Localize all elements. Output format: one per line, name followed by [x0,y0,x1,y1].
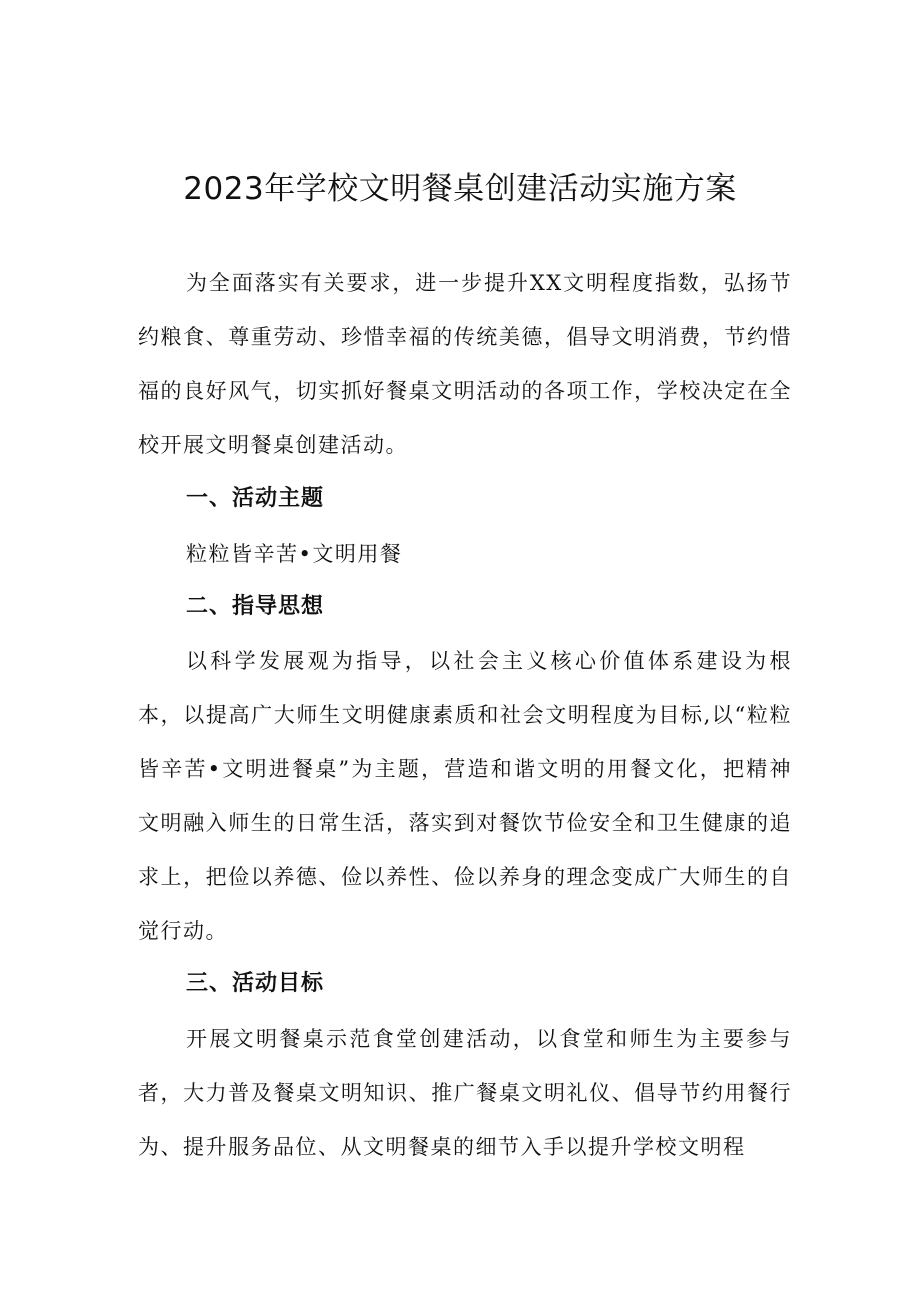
goals-paragraph: 开展文明餐桌示范食堂创建活动，以食堂和师生为主要参与者，大力普及餐桌文明知识、推广餐桌文明礼仪、倡导节约用餐行为、提升服务品位、从文明餐桌的细节入手以提升学校文明程 [138,1027,792,1159]
intro-paragraph: 为全面落实有关要求，进一步提升XX文明程度指数，弘扬节约粮食、尊重劳动、珍惜幸福的传统美德，倡导文明消费，节约惜福的良好风气，切实抓好餐桌文明活动的各项工作，学校决定在全校开展文明餐桌创建活动。 [138,271,792,457]
document-title: 2023年学校文明餐桌创建活动实施方案 [183,171,737,207]
theme-text: 粒粒皆辛苦•文明用餐 [186,542,403,566]
section-heading-guiding-ideology: 二、指导思想 [186,594,325,619]
guiding-ideology-paragraph: 以科学发展观为指导，以社会主义核心价值体系建设为根本，以提高广大师生文明健康素质和社会文明程度为目标,以“粒粒皆辛苦•文明进餐桌”为主题，营造和谐文明的用餐文化，把精神文明融入师生的日常生活，落实到对餐饮节俭安全和卫生健康的追求上，把俭以养德、俭以养性、俭以养身的理念变成广大师生的自觉行动。 [138,649,792,943]
section-heading-theme: 一、活动主题 [186,486,325,511]
section-heading-goals: 三、活动目标 [186,971,325,996]
